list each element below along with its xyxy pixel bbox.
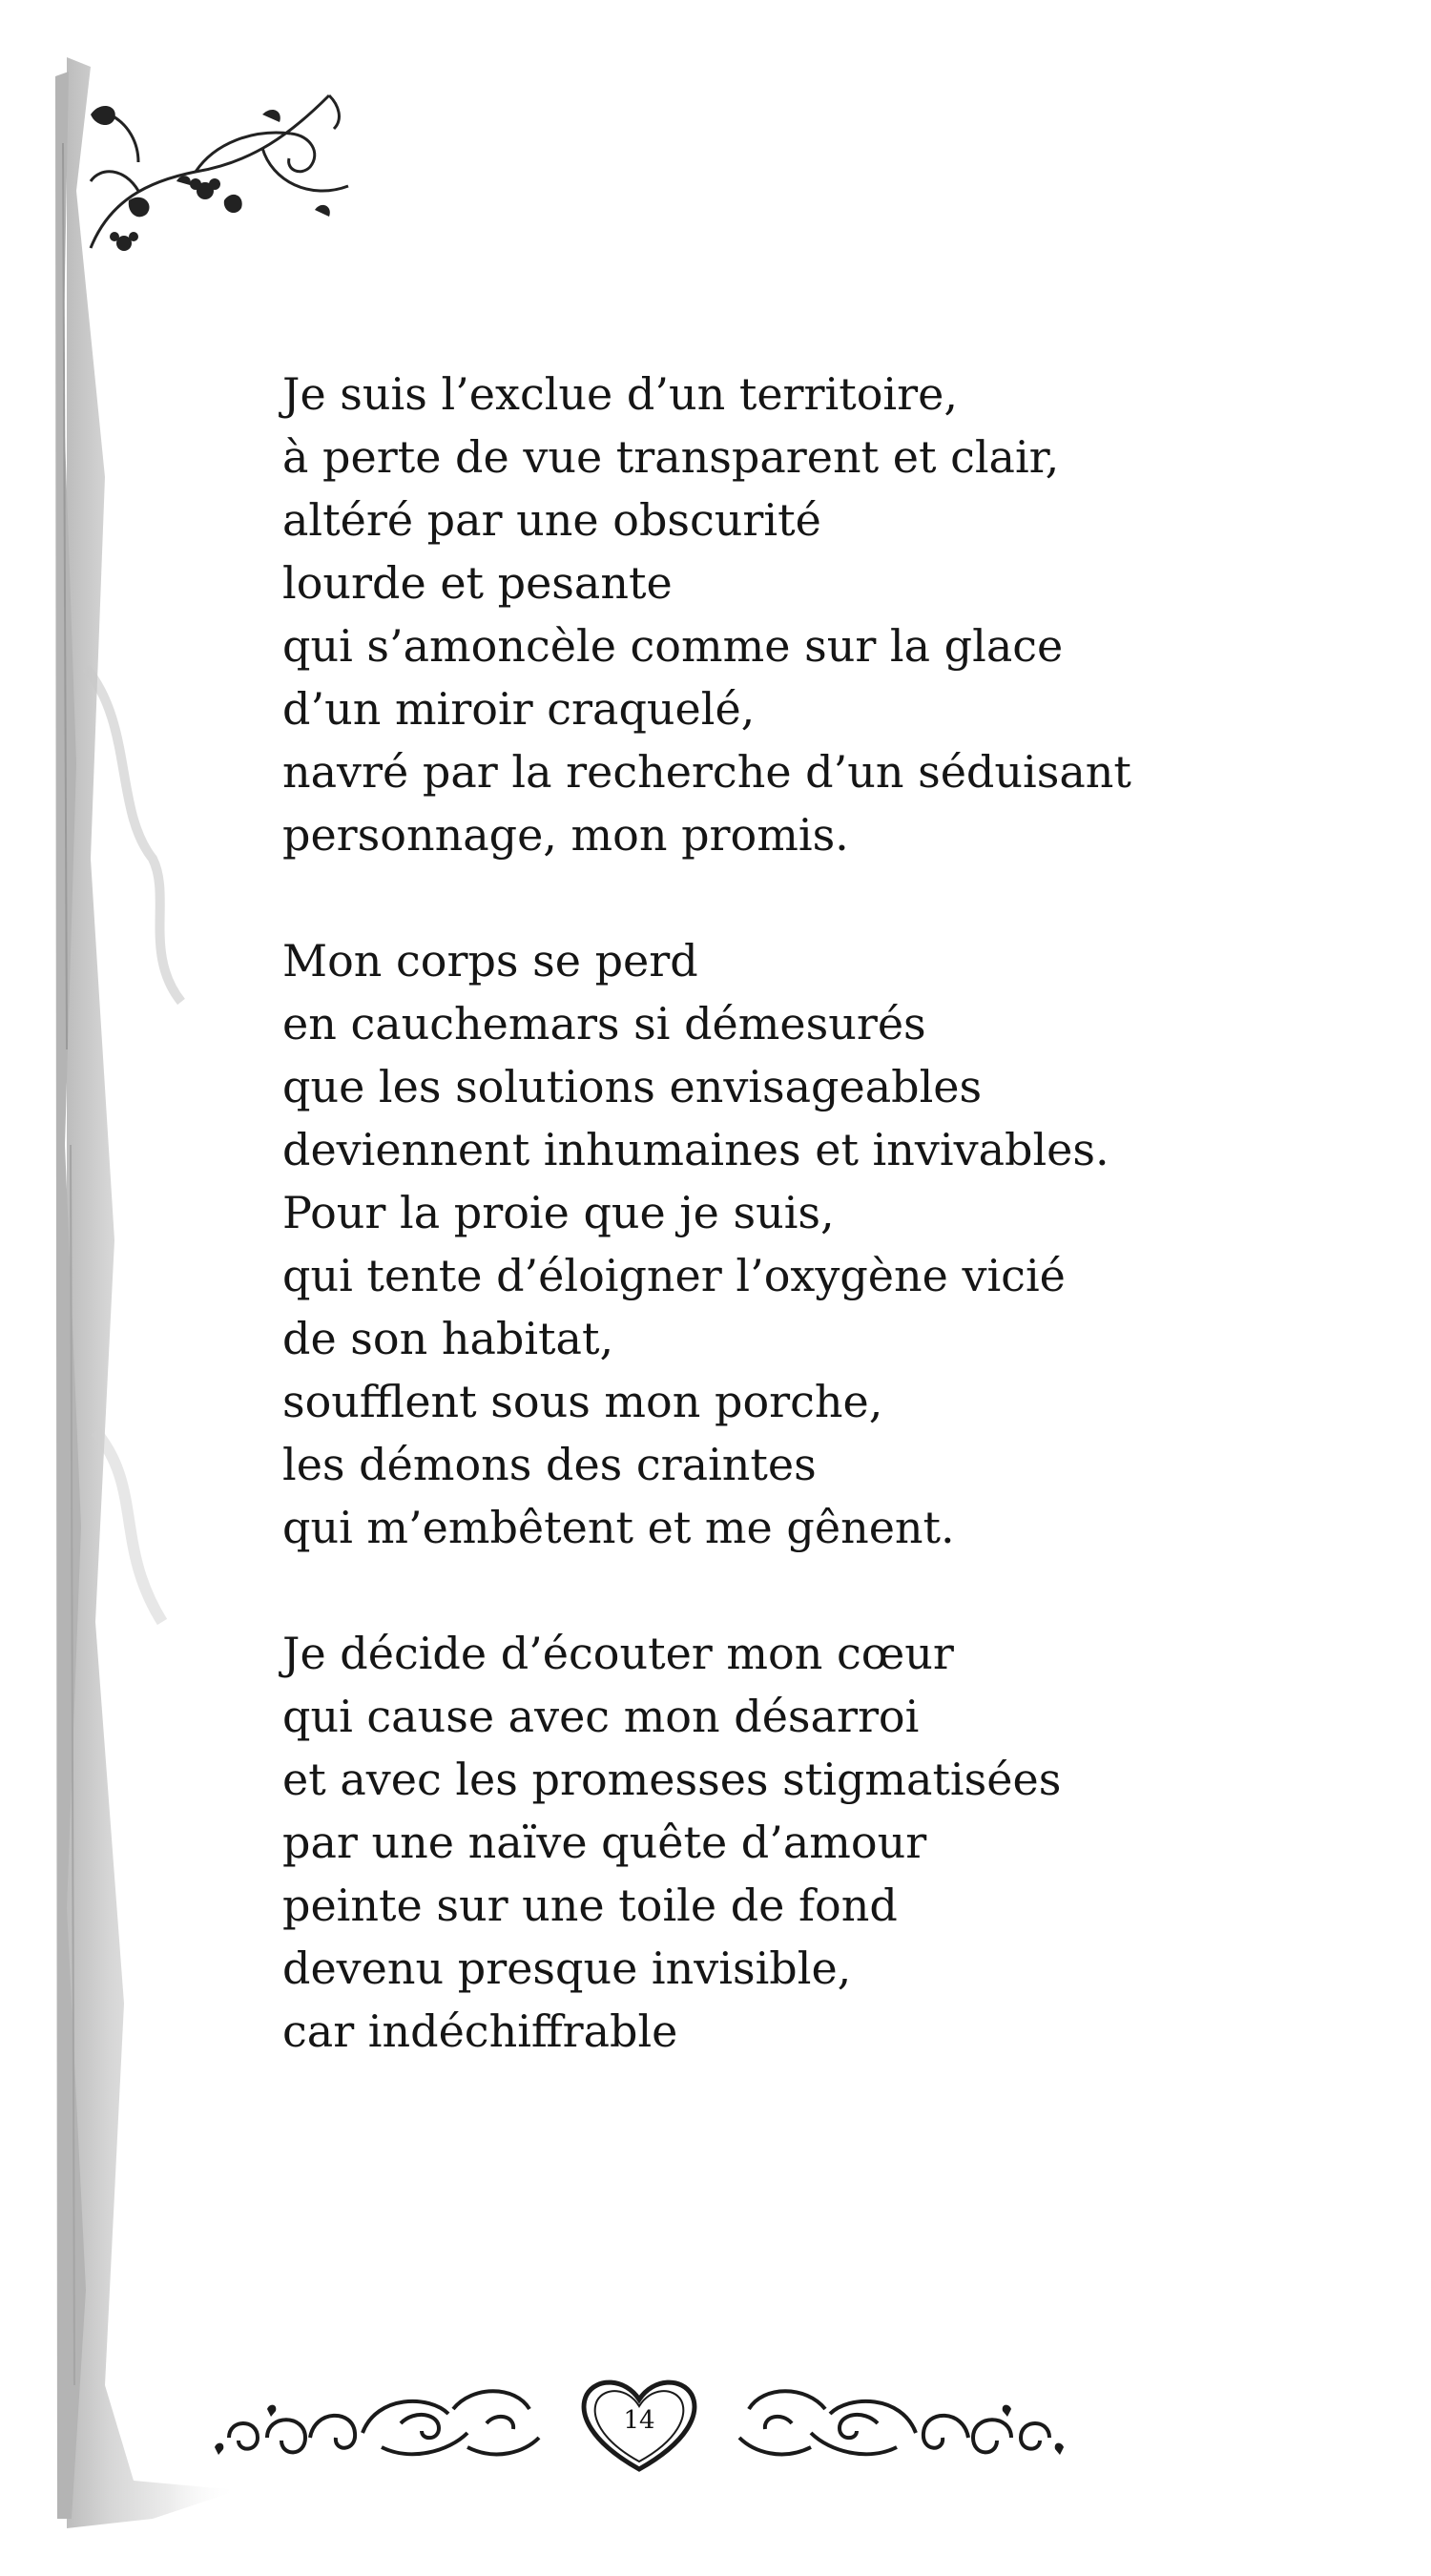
poem — [282, 363, 1332, 2063]
poem-line: qui cause avec mon désarroi — [282, 1691, 920, 1742]
poem-line: altéré par une obscurité — [282, 494, 821, 546]
poem-line: Pour la proie que je suis, — [282, 1187, 835, 1238]
poem-line: deviennent inhumaines et invivables. — [282, 1124, 1110, 1175]
poem-line: car indéchiffrable — [282, 2005, 678, 2057]
poem-line: qui tente d’éloigner l’oxygène vicié — [282, 1250, 1066, 1301]
poem-line: Je décide d’écouter mon cœur — [282, 1628, 954, 1679]
poem-line: peinte sur une toile de fond — [282, 1880, 898, 1931]
parchment-strip — [0, 0, 286, 2576]
poem-line: en cauchemars si démesurés — [282, 998, 926, 1049]
poem-line: Mon corps se perd — [282, 935, 698, 987]
poem-line: devenu presque invisible, — [282, 1942, 852, 1994]
poem-line: Je suis l’exclue d’un territoire, — [282, 368, 958, 420]
poem-line: et avec les promesses stigmatisées — [282, 1754, 1062, 1805]
poem-line: par une naïve quête d’amour — [282, 1817, 927, 1868]
page-number: 14 — [623, 2406, 655, 2435]
poem-line: lourde et pesante — [282, 557, 673, 609]
poem-line: que les solutions envisageables — [282, 1061, 983, 1112]
poem-line: navré par la recherche d’un séduisant — [282, 746, 1131, 798]
stanza-3 — [282, 1622, 1332, 2063]
poem-line: de son habitat, — [282, 1313, 614, 1364]
poem-line: personnage, mon promis. — [282, 809, 849, 861]
poem-line: soufflent sous mon porche, — [282, 1376, 883, 1427]
stanza-1 — [282, 363, 1332, 866]
poem-line: les démons des craintes — [282, 1439, 817, 1490]
poem-line: à perte de vue transparent et clair, — [282, 431, 1060, 483]
floral-vine-icon — [72, 76, 358, 258]
poem-line: qui s’amoncèle comme sur la glace — [282, 620, 1064, 672]
poem-line: d’un miroir craquelé, — [282, 683, 756, 735]
poem-line: qui m’embêtent et me gênent. — [282, 1502, 955, 1553]
stanza-2 — [282, 929, 1332, 1559]
